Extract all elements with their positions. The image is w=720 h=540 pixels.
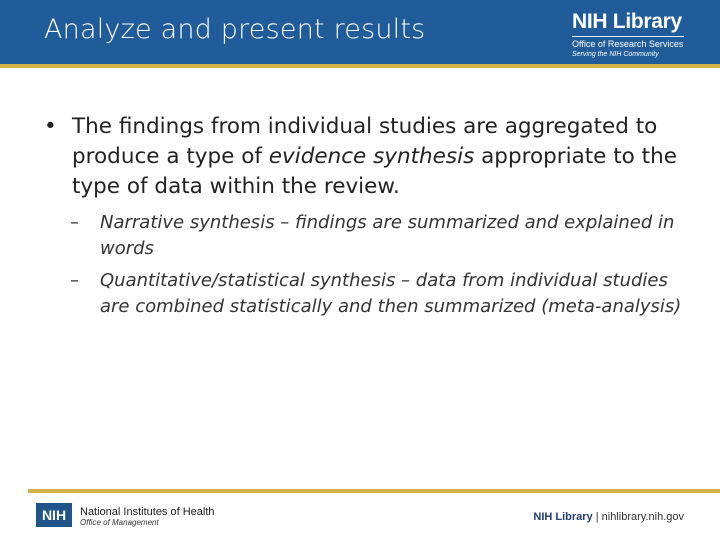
footer-library-url[interactable]: nihlibrary.nih.gov (601, 511, 684, 523)
org-name-text: National Institutes of Health (80, 506, 215, 518)
sub-bullet-narrative (44, 210, 684, 262)
bullet-text-part2: appropriate to the type of data within the review. (72, 144, 677, 199)
logo-tagline: Serving the NIH Community (572, 51, 659, 58)
sub-bullet-text: Narrative synthesis – findings are summarized and explained in words (100, 212, 675, 259)
footer-library-name: NIH Library (533, 511, 593, 523)
slide-title: Analyze and present results (44, 14, 426, 45)
logo-divider (572, 36, 684, 37)
bullet-text-part1: The findings from individual studies are aggregated to produce a type of (72, 114, 658, 169)
footer-separator: | (592, 511, 602, 523)
nih-library-logo (572, 10, 684, 59)
bullet-text-emphasis: evidence synthesis (268, 144, 475, 169)
footer-accent-stripe (28, 489, 720, 493)
nih-org-name (80, 506, 215, 527)
bullet-icon: • (44, 114, 57, 139)
org-sub-text: Office of Management (80, 518, 159, 527)
sub-bullet-text: Quantitative/statistical synthesis – data from individual studies are combined statistically and then summarized (meta-analysis) (100, 270, 682, 317)
nih-badge-logo: NIH (36, 503, 72, 527)
logo-main-text: NIH Library (572, 10, 682, 33)
footer-library-credit (533, 511, 684, 523)
sub-bullet-quantitative (44, 268, 684, 320)
header-bar (0, 0, 720, 64)
slide-body (44, 112, 684, 320)
dash-icon: – (70, 212, 79, 233)
logo-subtitle: Office of Research Services (572, 39, 684, 49)
dash-icon: – (70, 270, 79, 291)
header-accent-stripe (0, 64, 720, 68)
main-bullet (44, 112, 684, 202)
